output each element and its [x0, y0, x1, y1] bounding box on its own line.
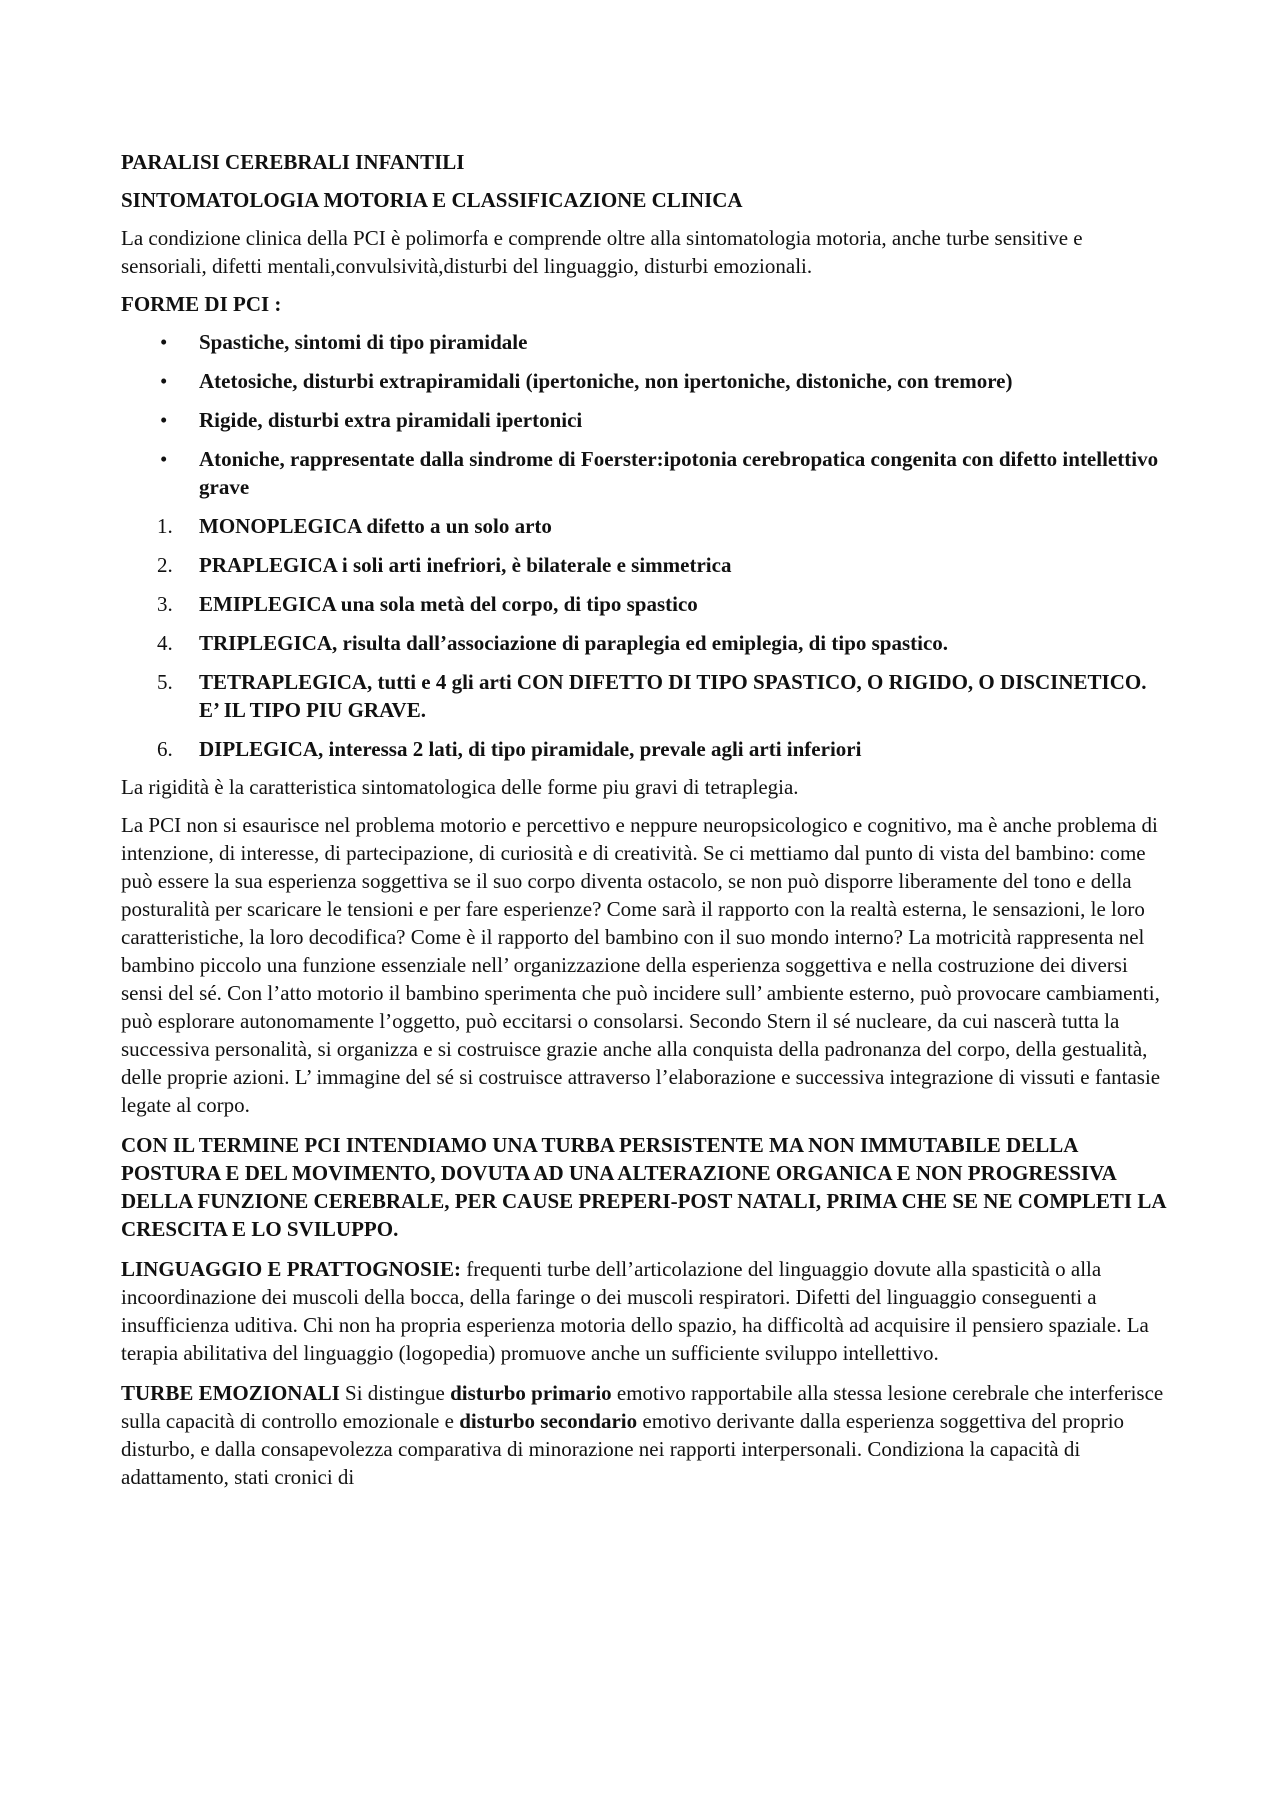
bullet-icon: •: [160, 369, 168, 393]
document-title: PARALISI CEREBRALI INFANTILI: [121, 150, 465, 174]
list-item: 3. EMIPLEGICA una sola metà del corpo, di tipo spastico: [157, 592, 698, 616]
forms-heading: FORME DI PCI :: [121, 292, 282, 316]
emotional-label: TURBE EMOZIONALI: [121, 1381, 340, 1405]
rigidity-paragraph: La rigidità è la caratteristica sintomatologica delle forme piu gravi di tetraplegia.: [121, 775, 799, 799]
language-paragraph: LINGUAGGIO E PRATTOGNOSIE: frequenti turbe dell’articolazione del linguaggio dovute alla spasticità o alla incoordinazione dei muscoli della bocca, della faringe o dei muscoli respiratori. Difetti del linguaggio conseguenti a insufficienza uditiva. Chi non ha propria esperienza motoria dello spazio, ha difficoltà ad acquisire il pensiero spaziale. La terapia abilitativa del linguaggio (logopedia) promuove anche un sufficiente sviluppo intellettivo.: [121, 1257, 1149, 1365]
bullet-icon: •: [160, 408, 168, 432]
list-item: • Atetosiche, disturbi extrapiramidali (ipertoniche, non ipertoniche, distoniche, con tremore): [160, 369, 1013, 393]
bullet-icon: •: [160, 447, 168, 471]
definition-paragraph: CON IL TERMINE PCI INTENDIAMO UNA TURBA PERSISTENTE MA NON IMMUTABILE DELLA POSTURA E DEL MOVIMENTO, DOVUTA AD UNA ALTERAZIONE ORGANICA E NON PROGRESSIVA DELLA FUNZIONE CEREBRALE, PER CAUSE PREPERI-POST NATALI, PRIMA CHE SE NE COMPLETI LA CRESCITA E LO SVILUPPO.: [121, 1133, 1166, 1241]
list-item: • Rigide, disturbi extra piramidali ipertonici: [160, 408, 583, 432]
list-item: 5. TETRAPLEGICA, tutti e 4 gli arti CON DIFETTO DI TIPO SPASTICO, O RIGIDO, O DISCINETICO. E’ IL TIPO PIU GRAVE.: [157, 670, 1147, 722]
list-item: 1. MONOPLEGICA difetto a un solo arto: [157, 514, 552, 538]
body-paragraph: La PCI non si esaurisce nel problema motorio e percettivo e neppure neuropsicologico e cognitivo, ma è anche problema di intenzione, di interesse, di partecipazione, di curiosità e di creatività. Se ci mettiamo dal punto di vista del bambino: come può essere la sua esperienza soggettiva se il suo corpo diventa ostacolo, se non può disporre liberamente del tono e della posturalità per scaricare le tensioni e per fare esperienze? Come sarà il rapporto con la realtà esterna, le sensazioni, le loro caratteristiche, la loro decodifica? Come è il rapporto del bambino con il suo mondo interno? La motricità rappresenta nel bambino piccolo una funzione essenziale nell’ organizzazione della esperienza soggettiva e nella costruzione dei diversi sensi del sé. Con l’atto motorio il bambino sperimenta che può incidere sull’ ambiente esterno, può provocare cambiamenti, può esplorare autonomamente l’oggetto, può eccitarsi o consolarsi. Secondo Stern il sé nucleare, da cui nascerà tutta la successiva personalità, si organizza e si costruisce grazie anche alla conquista della padronanza del corpo, della gestualità, delle proprie azioni. L’ immagine del sé si costruisce attraverso l’elaborazione e successiva integrazione di vissuti e fantasie legate al corpo.: [121, 813, 1161, 1117]
list-item: • Spastiche, sintomi di tipo piramidale: [160, 330, 528, 354]
language-label: LINGUAGGIO E PRATTOGNOSIE:: [121, 1257, 461, 1281]
list-item: 2. PRAPLEGICA i soli arti inefriori, è bilaterale e simmetrica: [157, 553, 732, 577]
forms-bullet-list: [121, 328, 1171, 501]
bullet-icon: •: [160, 330, 168, 354]
list-item: 4. TRIPLEGICA, risulta dall’associazione di paraplegia ed emiplegia, di tipo spastico.: [157, 631, 949, 655]
forms-numbered-list: [121, 512, 1171, 763]
document-page: [121, 148, 1171, 1491]
emotional-paragraph: TURBE EMOZIONALI Si distingue disturbo primario emotivo rapportabile alla stessa lesione cerebrale che interferisce sulla capacità di controllo emozionale e disturbo secondario emotivo derivante dalla esperienza soggettiva del proprio disturbo, e dalla consapevolezza comparativa di minorazione nei rapporti interpersonali. Condiziona la capacità di adattamento, stati cronici di: [121, 1381, 1164, 1489]
list-item: • Atoniche, rappresentate dalla sindrome di Foerster:ipotonia cerebropatica congenita con difetto intellettivo grave: [160, 447, 1159, 499]
document-subtitle: SINTOMATOLOGIA MOTORIA E CLASSIFICAZIONE CLINICA: [121, 188, 743, 212]
intro-paragraph: La condizione clinica della PCI è polimorfa e comprende oltre alla sintomatologia motoria, anche turbe sensitive e sensoriali, difetti mentali,convulsività,disturbi del linguaggio, disturbi emozionali.: [121, 226, 1083, 278]
list-item: 6. DIPLEGICA, interessa 2 lati, di tipo piramidale, prevale agli arti inferiori: [157, 737, 862, 761]
